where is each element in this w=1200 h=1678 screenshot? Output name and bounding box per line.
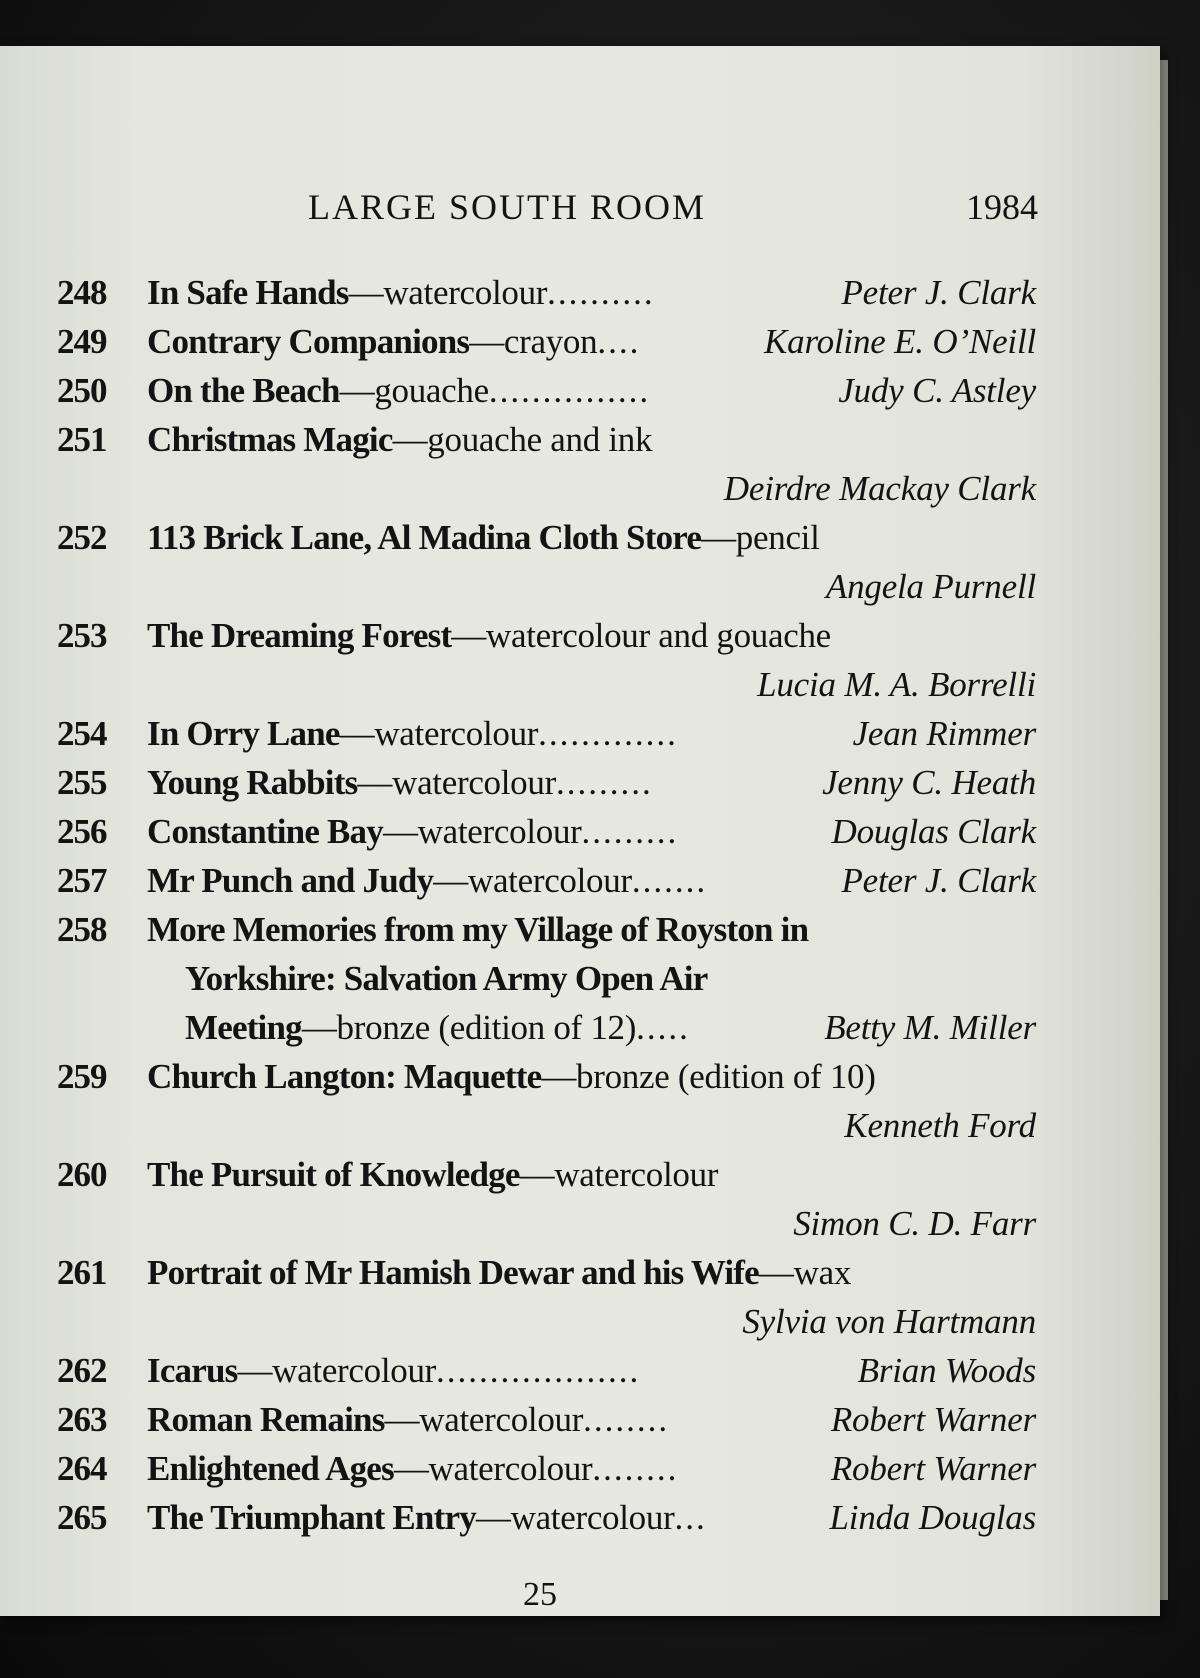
entry-artist: Kenneth Ford [844, 1106, 1036, 1145]
entry-artist: Betty M. Miller [824, 1008, 1036, 1047]
entry-artist: Linda Douglas [829, 1498, 1036, 1537]
catalogue-page [0, 46, 1160, 1616]
entry-number: 258 [57, 910, 107, 949]
entry-title: Contrary Companions [147, 322, 470, 361]
entry-254 [0, 709, 1160, 758]
entry-number: 255 [57, 763, 107, 802]
entry-260 [0, 1150, 1160, 1248]
entry-number: 254 [57, 714, 107, 753]
dot-leader: ......... [581, 812, 679, 851]
entry-title: Portrait of Mr Hamish Dewar and his Wife [147, 1253, 759, 1292]
entry-title: Constantine Bay [147, 812, 383, 851]
running-head [0, 186, 1160, 230]
entry-title: On the Beach [147, 371, 340, 410]
entry-artist: Jean Rimmer [852, 714, 1036, 753]
entry-artist: Judy C. Astley [838, 371, 1036, 410]
dot-leader: .... [597, 322, 641, 361]
entry-number: 265 [57, 1498, 107, 1537]
entry-artist: Brian Woods [857, 1351, 1036, 1390]
entry-medium: —watercolour [393, 1449, 593, 1488]
dot-leader: ........ [583, 1400, 670, 1439]
entry-259 [0, 1052, 1160, 1150]
entry-264 [0, 1444, 1160, 1493]
entry-title-line-1: More Memories from my Village of Royston in [147, 910, 809, 949]
entry-title: Church Langton: Maquette [147, 1057, 542, 1096]
entry-artist: Sylvia von Hartmann [742, 1302, 1036, 1341]
entry-number: 251 [57, 420, 107, 459]
entry-number: 263 [57, 1400, 107, 1439]
entry-258 [0, 905, 1160, 1052]
entry-261 [0, 1248, 1160, 1346]
entry-medium: —bronze (edition of 10) [541, 1057, 876, 1096]
entry-number: 261 [57, 1253, 107, 1292]
entry-number: 260 [57, 1155, 107, 1194]
entry-number: 257 [57, 861, 107, 900]
entry-257 [0, 856, 1160, 905]
entry-253 [0, 611, 1160, 709]
entry-number: 259 [57, 1057, 107, 1096]
page-number: 25 [523, 1576, 557, 1613]
entry-title: Icarus [147, 1351, 238, 1390]
entry-artist: Deirdre Mackay Clark [723, 469, 1036, 508]
entry-252 [0, 513, 1160, 611]
dot-leader: ....... [631, 861, 708, 900]
entry-262 [0, 1346, 1160, 1395]
entry-title: The Dreaming Forest [147, 616, 452, 655]
entry-medium: —watercolour [519, 1155, 719, 1194]
entry-medium: —watercolour and gouache [451, 616, 831, 655]
entry-medium: —watercolour [357, 763, 556, 802]
dot-leader: ........ [592, 1449, 679, 1488]
entry-artist: Angela Purnell [825, 567, 1036, 606]
entry-artist: Lucia M. A. Borrelli [757, 665, 1036, 704]
entry-number: 264 [57, 1449, 107, 1488]
entry-250 [0, 366, 1160, 415]
room-title: LARGE SOUTH ROOM [308, 187, 707, 227]
entry-title: The Pursuit of Knowledge [147, 1155, 520, 1194]
entry-medium: —bronze (edition of 12) [301, 1008, 637, 1047]
entry-263 [0, 1395, 1160, 1444]
dot-leader: ................... [436, 1351, 641, 1390]
entry-medium: —gouache [339, 371, 489, 410]
entry-255 [0, 758, 1160, 807]
entry-title: Enlightened Ages [147, 1449, 394, 1488]
dot-leader: ............. [538, 714, 678, 753]
entry-medium: —watercolour [348, 273, 548, 312]
dot-leader: ............... [488, 371, 651, 410]
entry-medium: —gouache and ink [392, 420, 653, 459]
entry-medium: —watercolour [433, 861, 632, 900]
dot-leader: ..... [636, 1008, 690, 1047]
entry-artist: Jenny C. Heath [822, 763, 1036, 802]
entry-medium: —pencil [701, 518, 820, 557]
entry-number: 256 [57, 812, 107, 851]
entry-number: 252 [57, 518, 107, 557]
entry-number: 262 [57, 1351, 107, 1390]
entry-title-line-2: Yorkshire: Salvation Army Open Air [185, 959, 708, 998]
entry-medium: —watercolour [339, 714, 539, 753]
entry-number: 248 [57, 273, 107, 312]
entry-medium: —wax [758, 1253, 852, 1292]
dot-leader: .......... [547, 273, 655, 312]
year: 1984 [966, 187, 1038, 227]
dot-leader: ... [674, 1498, 707, 1537]
entry-medium: —crayon [469, 322, 598, 361]
entry-artist: Robert Warner [830, 1449, 1036, 1488]
entry-artist: Robert Warner [830, 1400, 1036, 1439]
entry-256 [0, 807, 1160, 856]
entry-medium: —watercolour [237, 1351, 437, 1390]
entry-265 [0, 1493, 1160, 1542]
entry-title: Young Rabbits [147, 763, 358, 802]
entry-artist: Karoline E. O’Neill [764, 322, 1036, 361]
entry-artist: Douglas Clark [831, 812, 1036, 851]
entry-number: 249 [57, 322, 107, 361]
entry-title: Christmas Magic [147, 420, 393, 459]
entry-medium: —watercolour [475, 1498, 675, 1537]
page-edge [1160, 60, 1168, 1600]
entry-title: Roman Remains [147, 1400, 385, 1439]
entry-list [0, 268, 1160, 1542]
entry-medium: —watercolour [382, 812, 582, 851]
dot-leader: ......... [555, 763, 653, 802]
entry-title: 113 Brick Lane, Al Madina Cloth Store [147, 518, 702, 557]
entry-248 [0, 268, 1160, 317]
entry-title: Mr Punch and Judy [147, 861, 434, 900]
entry-number: 253 [57, 616, 107, 655]
entry-title: In Orry Lane [147, 714, 340, 753]
entry-medium: —watercolour [384, 1400, 584, 1439]
entry-artist: Simon C. D. Farr [793, 1204, 1036, 1243]
entry-title-line-3: Meeting [185, 1008, 302, 1047]
entry-title: In Safe Hands [147, 273, 349, 312]
entry-number: 250 [57, 371, 107, 410]
entry-artist: Peter J. Clark [841, 273, 1036, 312]
entry-title: The Triumphant Entry [147, 1498, 476, 1537]
entry-249 [0, 317, 1160, 366]
entry-251 [0, 415, 1160, 513]
entry-artist: Peter J. Clark [841, 861, 1036, 900]
